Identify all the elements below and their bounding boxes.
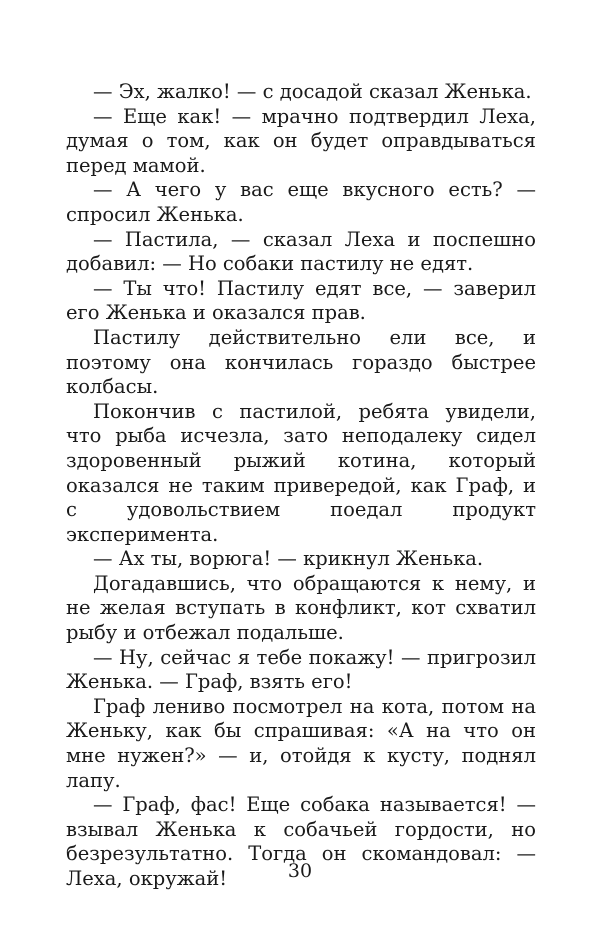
paragraph: — Эх, жалко! — с досадой сказал Женька. bbox=[93, 80, 532, 103]
paragraph: — Ах ты, ворюга! — крикнул Женька. bbox=[93, 547, 484, 571]
paragraph: Пастилу действительно ели все, и поэтому она кончилась гораздо быстрее колбасы. bbox=[66, 325, 536, 399]
paragraph: Покончив с пастилой, ребята увидели, что рыба исчезла, зато неподалеку сидел здоровенный рыжий котина, который оказался не таким привередой, как Граф, и с удовольствием поедал продукт эксперимента. bbox=[66, 399, 536, 546]
paragraph: — Ты что! Пастилу едят все, — заверил его Женька и оказался прав. bbox=[66, 276, 536, 325]
body-text bbox=[66, 80, 536, 892]
paragraph: — Пастила, — сказал Леха и поспешно добавил: — Но собаки пастилу не едят. bbox=[66, 227, 536, 276]
paragraph: — Еще как! — мрачно подтвердил Леха, думая о том, как он будет оправдываться перед мамой. bbox=[66, 104, 536, 177]
paragraph: — Граф, фас! Еще собака называется! — взывал Женька к собачьей гордости, но безрезультатно. Тогда он скомандовал: — Леха, окружай! bbox=[66, 793, 536, 890]
paragraph: Граф лениво посмотрел на кота, потом на Женьку, как бы спрашивая: «А на что он мне нужен?» — и, отойдя к кусту, поднял лапу. bbox=[66, 694, 536, 792]
paragraph: — Ну, сейчас я тебе покажу! — пригрозил Женька. — Граф, взять его! bbox=[66, 645, 536, 694]
paragraph: — А чего у вас еще вкусного есть? — спросил Женька. bbox=[66, 178, 536, 226]
paragraph: Догадавшись, что обращаются к нему, и не желая вступать в конфликт, кот схватил рыбу и отбежал подальше. bbox=[66, 571, 536, 645]
page-number: 30 bbox=[287, 860, 313, 882]
